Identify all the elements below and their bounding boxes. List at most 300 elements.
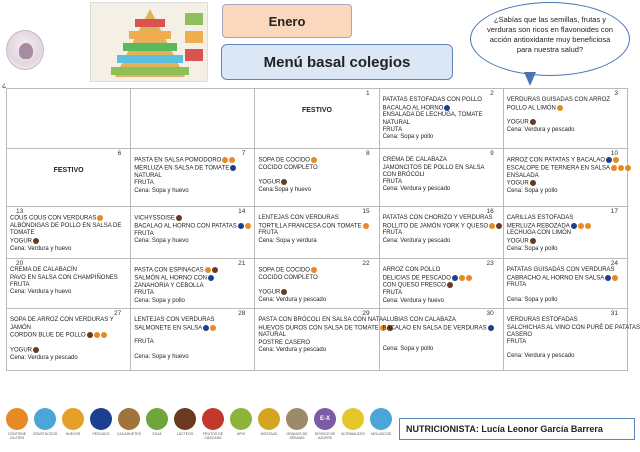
dish-text: SALCHICHAS AL VINO CON PURÉ DE PATATAS	[506, 324, 640, 331]
allergen-badge-icon	[606, 157, 612, 163]
dish-text: CON QUESO FRESCO	[382, 283, 446, 290]
allergen-badge-icon	[87, 332, 93, 338]
dinner-suggestion	[383, 134, 500, 141]
menu-dish	[134, 173, 251, 180]
dish-text: YOGUR	[10, 238, 33, 245]
dish-text: SALMÓN AL HORNO CON	[134, 275, 207, 282]
menu-dish	[10, 340, 127, 347]
allergen-badge-icon	[578, 223, 584, 229]
dish-text: ZANAHORIA Y CEBOLLA	[134, 283, 204, 290]
dish-text: CABRACHO AL HORNO EN SALSA	[506, 275, 605, 282]
menu-dish	[134, 347, 251, 354]
dish-text: ARROZ CON POLLO	[382, 267, 441, 274]
menu-dish	[10, 347, 127, 355]
allergen-label: MOSTAZA	[260, 432, 278, 436]
allergen-label: ALTRAMUCES	[341, 432, 365, 436]
menu-dish	[134, 231, 251, 238]
menu-dish	[383, 332, 500, 339]
allergen-badge-icon	[618, 165, 624, 171]
menu-dish	[134, 223, 251, 231]
day-number: 31	[610, 310, 618, 317]
dish-text: ESCALOPE DE TERNERA EN SALSA	[506, 165, 611, 172]
menu-dish	[134, 290, 251, 297]
day-number: 29	[362, 310, 370, 317]
dish-text: YOGUR	[506, 238, 529, 245]
calendar-day-cell	[503, 149, 627, 207]
holiday-label: FESTIVO	[301, 107, 332, 115]
allergen-badge-icon	[530, 119, 536, 125]
dinner-suggestion	[10, 355, 127, 362]
allergen-badge-icon	[94, 332, 100, 338]
menu-dish	[10, 230, 127, 237]
dish-text: FRUTA	[10, 281, 30, 288]
fish-icon	[90, 408, 112, 430]
menu-dish	[383, 179, 500, 186]
allergen-badge-icon	[229, 157, 235, 163]
dish-text: BACALAO AL HORNO CON PATATAS	[134, 223, 237, 230]
dish-text: PASTA CON BRÓCOLI EN SALSA CON NATA	[258, 317, 383, 324]
day-number: 27	[113, 310, 122, 317]
menu-dish	[383, 97, 500, 104]
allergen-badge-icon	[489, 223, 495, 229]
calendar-day-cell	[503, 259, 627, 309]
day-number: 10	[610, 150, 618, 157]
dish-text: SOPA DE COCIDO	[258, 157, 310, 164]
day-number: 30	[486, 310, 494, 317]
dinner-suggestion	[507, 353, 624, 360]
allergen-badge-icon	[625, 165, 631, 171]
calendar-day-cell	[379, 259, 503, 309]
allergen-legend	[4, 408, 396, 450]
allergen-item	[144, 408, 170, 436]
dinner-suggestion	[383, 298, 500, 305]
dish-text: FRUTA	[134, 180, 154, 187]
dish-text: Cena: Verdura y pescado	[382, 237, 451, 244]
allergen-badge-icon	[496, 223, 502, 229]
allergen-label: MOLUSCOS	[370, 432, 392, 436]
menu-dish	[258, 275, 375, 282]
dinner-suggestion	[507, 297, 624, 304]
dish-text: FRUTA	[258, 230, 278, 237]
dish-text: FRUTA	[134, 290, 154, 297]
dish-text: POSTRE CASERO	[258, 339, 311, 346]
dinner-suggestion	[258, 238, 375, 245]
allergen-badge-icon	[585, 223, 591, 229]
menu-dish	[134, 317, 251, 324]
dish-text: Cena: Verdura y pescado	[258, 347, 327, 354]
dish-text: ALUBIAS CON CALABAZA	[382, 317, 456, 324]
day-number: 1	[365, 90, 370, 97]
dish-text: Cena: Verdura y pescado	[10, 354, 78, 361]
menu-dish	[258, 223, 375, 231]
menu-dish	[258, 165, 375, 172]
menu-dish	[258, 317, 383, 324]
allergen-item	[340, 408, 366, 436]
menu-dish	[383, 317, 500, 324]
dish-text: PATATAS CON CHORIZO Y VERDURAS	[382, 215, 493, 222]
allergen-item	[284, 408, 310, 440]
allergen-item	[116, 408, 142, 436]
menu-dish	[10, 215, 127, 223]
dish-text: DELICIAS DE PESCADO	[382, 275, 451, 282]
calendar-day-cell	[255, 207, 379, 259]
calendar-week-row	[7, 89, 628, 149]
day-number: 7	[241, 150, 246, 157]
allergen-item	[228, 408, 254, 436]
menu-dish	[507, 180, 624, 188]
allergen-label: LÁCTEOS	[176, 432, 194, 436]
dish-text: CASERO	[506, 331, 533, 338]
menu-dish	[134, 275, 251, 283]
menu-dish	[507, 112, 624, 119]
dish-text: MERLUZA EN SALSA DE TOMATE	[134, 165, 230, 172]
day-number: 17	[610, 208, 618, 215]
allergen-label: HUEVOS	[65, 432, 81, 436]
menu-dish	[258, 282, 375, 289]
menu-dish	[383, 223, 500, 231]
menu-dish	[258, 172, 375, 179]
menu-dish	[258, 157, 375, 165]
dish-text: BACALAO EN SALSA DE VERDURAS	[382, 325, 487, 332]
dish-text: NATURAL	[134, 173, 162, 180]
dish-text: PASTA CON ESPINACAS	[134, 267, 204, 274]
allergen-badge-icon	[210, 325, 216, 331]
dish-text: Cena: Sopa y huevo	[134, 238, 189, 245]
calendar-day-cell	[7, 259, 131, 309]
menu-dish	[506, 324, 640, 332]
calendar-day-cell	[379, 207, 503, 259]
holiday-label: FESTIVO	[53, 167, 84, 175]
dinner-suggestion	[383, 186, 500, 193]
dish-text: VERDURAS GUISADAS CON ARROZ	[506, 97, 611, 104]
dinner-suggestion	[383, 238, 500, 245]
mustard-icon	[258, 408, 280, 430]
allergen-label: FRUTOS DE CÁSCARA	[202, 432, 224, 440]
dish-text: YOGUR	[258, 290, 281, 297]
day-number: 28	[238, 310, 246, 317]
dish-text: Cena: Verdura y pescado	[506, 353, 575, 360]
dish-text: YOGUR	[506, 120, 529, 127]
menu-dish	[507, 119, 624, 127]
menu-dish	[258, 267, 375, 275]
allergen-badge-icon	[444, 105, 450, 111]
menu-dish	[383, 112, 500, 119]
month-label: Enero	[222, 4, 352, 38]
calendar-day-cell	[131, 309, 255, 371]
menu-dish	[383, 267, 500, 274]
calendar-day-cell	[7, 207, 131, 259]
dinner-suggestion	[134, 188, 251, 195]
dish-text: NATURAL	[258, 332, 286, 339]
calendar-day-cell	[503, 309, 640, 371]
dish-text: CON BRÓCOLI	[382, 171, 425, 178]
calendar-day-cell	[131, 89, 255, 149]
dish-text: HUEVOS DUROS CON SALSA DE TOMATE	[258, 325, 379, 332]
menu-dish	[134, 325, 251, 333]
dish-text: PATATAS ESTOFADAS CON POLLO	[382, 97, 482, 104]
dish-text: ALBÓNDIGAS DE POLLO EN SALSA DE	[10, 223, 122, 230]
bubble-tail	[524, 72, 536, 86]
allergen-badge-icon	[571, 223, 577, 229]
menu-dish	[383, 275, 500, 283]
allergen-badge-icon	[222, 157, 228, 163]
dish-text: Cena: Verdura y pescado	[382, 186, 451, 193]
dish-text: FRUTA	[134, 339, 154, 346]
calendar-day-cell	[131, 149, 255, 207]
dish-text: ENSALADA	[506, 173, 539, 180]
allergen-item	[256, 408, 282, 436]
menu-dish	[10, 282, 127, 289]
dish-text: TOMATE	[10, 230, 35, 237]
allergen-badge-icon	[281, 179, 287, 185]
allergen-label: SOJA	[152, 432, 162, 436]
menu-dish	[507, 230, 624, 237]
calendar-day-cell	[379, 309, 503, 371]
dish-text: NATURAL	[382, 119, 411, 126]
allergen-badge-icon	[311, 157, 317, 163]
dish-text: FRUTA	[134, 231, 154, 238]
dinner-suggestion	[507, 188, 624, 195]
calendar-week-row	[7, 207, 628, 259]
lupin-icon	[342, 408, 364, 430]
dish-text: JAMÓN	[10, 324, 31, 331]
menu-dish	[383, 105, 500, 113]
dish-text: COUS COUS CON VERDURAS	[10, 215, 97, 222]
menu-dish	[507, 339, 624, 346]
day-number: 21	[238, 260, 246, 267]
sesame-icon	[286, 408, 308, 430]
dish-text: Cena:Sopa y huevo	[258, 187, 312, 194]
menu-dish	[258, 332, 375, 339]
allergen-item	[312, 408, 338, 440]
allergen-badge-icon	[281, 289, 287, 295]
day-number: 6	[117, 150, 122, 157]
menu-dish	[258, 230, 375, 237]
dish-text: YOGUR	[10, 347, 33, 354]
dish-text: LENTEJAS CON VERDURAS	[134, 317, 215, 324]
dish-text: POLLO AL LIMÓN	[506, 105, 556, 112]
dinner-suggestion	[10, 289, 127, 296]
menu-dish	[507, 317, 624, 324]
nutritionist-label: NUTRICIONISTA: Lucía Leonor García Barrera	[399, 418, 635, 440]
menu-dish	[383, 157, 500, 164]
dinner-suggestion	[507, 127, 624, 134]
dinner-suggestion	[10, 246, 127, 253]
day-number: 2	[490, 90, 494, 97]
menu-dish	[10, 275, 127, 282]
dish-text: FRUTA	[382, 230, 403, 237]
menu-dish	[258, 289, 375, 297]
calendar-day-cell	[379, 89, 503, 149]
dish-text: BACALAO AL HORNO	[382, 105, 444, 112]
menu-dish	[507, 282, 624, 289]
crab-icon	[34, 408, 56, 430]
calendar-day-cell	[255, 89, 379, 149]
allergen-badge-icon	[311, 267, 317, 273]
dish-text: Cena: Sopa y pollo	[134, 297, 185, 304]
dish-text: Cena: Verdura y huevo	[10, 245, 72, 252]
allergen-badge-icon	[612, 275, 618, 281]
dinner-suggestion	[134, 354, 251, 361]
menu-dish	[383, 165, 500, 172]
dish-text: PASTA EN SALSA POMODORO	[134, 157, 222, 164]
menu-dish	[507, 346, 624, 353]
allergen-badge-icon	[101, 332, 107, 338]
menu-dish	[134, 165, 251, 173]
allergen-item	[4, 408, 30, 440]
dinner-suggestion	[507, 246, 624, 253]
dish-text: Cena: Sopa y pollo	[506, 188, 558, 195]
menu-dish	[383, 339, 500, 346]
menu-dish	[507, 215, 624, 222]
allergen-badge-icon	[452, 275, 458, 281]
menu-dish	[383, 127, 500, 134]
egg-icon	[62, 408, 84, 430]
dinner-suggestion	[134, 298, 251, 305]
dish-text: COCIDO COMPLETO	[258, 165, 318, 172]
menu-calendar	[6, 88, 640, 371]
dish-text: TORTILLA FRANCESA CON TOMATE	[258, 223, 362, 230]
wheat-icon	[6, 408, 28, 430]
calendar-day-cell	[255, 259, 379, 309]
dish-text: Cena: Sopa y pollo	[506, 296, 558, 303]
allergen-badge-icon	[203, 325, 209, 331]
calendar-day-cell	[131, 259, 255, 309]
dish-text: FRUTA	[382, 179, 403, 186]
dish-text: CARILLAS ESTOFADAS	[506, 215, 574, 222]
menu-dish	[10, 238, 127, 246]
dish-text: SALMONETE EN SALSA	[134, 325, 203, 332]
menu-dish	[507, 157, 624, 165]
school-logo	[6, 30, 44, 70]
calendar-day-cell	[7, 309, 131, 371]
dish-text: COCIDO COMPLETO	[258, 275, 318, 282]
menu-dish	[10, 223, 127, 230]
dinner-suggestion	[134, 238, 251, 245]
food-pyramid-image	[90, 2, 208, 82]
allergen-badge-icon	[530, 238, 536, 244]
calendar-day-cell	[255, 149, 379, 207]
dish-text: CREMA DE CALABAZA	[382, 157, 447, 164]
day-number: 23	[486, 260, 494, 267]
allergen-item	[172, 408, 198, 436]
stray-mark: ¿	[2, 82, 7, 89]
dish-text: VICHYSSOISE	[134, 215, 175, 222]
menu-dish	[10, 317, 127, 324]
menu-dish	[507, 275, 624, 283]
menu-dish	[258, 340, 375, 347]
dish-text: YOGUR	[258, 180, 281, 187]
dish-text: ENSALADA DE LECHUGA, TOMATE	[382, 112, 483, 119]
dish-text: LECHUGA CON LIMÓN	[506, 230, 572, 237]
calendar-day-cell	[379, 149, 503, 207]
allergen-badge-icon	[363, 223, 369, 229]
allergen-badge-icon	[33, 238, 39, 244]
dish-text: LENTEJAS CON VERDURAS	[258, 215, 339, 222]
allergen-badge-icon	[212, 267, 218, 273]
day-number: 20	[16, 260, 24, 267]
dish-text: Cena: Verdura y huevo	[382, 297, 444, 304]
allergen-badge-icon	[447, 282, 453, 288]
day-number: 16	[486, 208, 494, 215]
day-number: 13	[16, 208, 24, 215]
allergen-badge-icon	[466, 275, 472, 281]
dish-text: JAMONCITOS DE POLLO EN SALSA	[382, 164, 485, 171]
dish-text: FRUTA	[506, 282, 527, 289]
allergen-badge-icon	[245, 223, 251, 229]
dish-text: MERLUZA REBOZADA	[506, 223, 570, 230]
calendar-day-cell	[503, 207, 627, 259]
menu-dish	[258, 215, 375, 222]
dinner-suggestion	[258, 187, 375, 194]
milk-icon	[174, 408, 196, 430]
menu-dish	[383, 215, 500, 222]
allergen-label: APIO	[236, 432, 246, 436]
menu-dish	[507, 267, 624, 274]
menu-dish	[258, 179, 375, 187]
menu-dish	[383, 282, 500, 290]
dish-text: Cena: Sopa y verdura	[258, 237, 317, 244]
dish-text: SOPA DE COCIDO	[258, 267, 310, 274]
menu-dish	[507, 105, 624, 113]
dish-text: FRUTA	[382, 290, 403, 297]
dinner-suggestion	[383, 346, 500, 353]
dish-text: PATATAS GUISADAS CON VERDURAS	[506, 267, 615, 274]
dish-text: Cena: Verdura y pescado	[258, 297, 327, 304]
day-number: 14	[238, 208, 246, 215]
dinner-suggestion	[258, 347, 375, 354]
allergen-badge-icon	[488, 325, 494, 331]
allergen-badge-icon	[33, 347, 39, 353]
soy-icon	[146, 408, 168, 430]
menu-dish	[134, 215, 251, 223]
calendar-week-row	[7, 149, 628, 207]
dish-text: Cena: Sopa y pollo	[382, 134, 434, 141]
menu-dish	[383, 172, 500, 179]
nut-icon	[202, 408, 224, 430]
menu-dish	[134, 283, 251, 290]
menu-dish	[507, 165, 624, 173]
calendar-day-cell	[131, 207, 255, 259]
calendar-day-cell	[255, 309, 383, 371]
dish-text: ROLLITO DE JAMÓN YORK Y QUESO	[382, 223, 489, 230]
allergen-badge-icon	[238, 223, 244, 229]
menu-dish	[258, 325, 379, 333]
allergen-label: DIÓXIDO DE AZUFRE	[314, 432, 336, 440]
menu-dish	[383, 120, 500, 127]
day-number: 22	[362, 260, 370, 267]
menu-dish	[134, 180, 251, 187]
menu-dish	[10, 325, 127, 332]
allergen-badge-icon	[230, 165, 236, 171]
menu-dish	[383, 230, 500, 237]
allergen-badge-icon	[459, 275, 465, 281]
allergen-badge-icon	[97, 215, 103, 221]
allergen-label: CRUSTÁCEOS	[32, 432, 58, 436]
dish-text: YOGUR	[506, 180, 529, 187]
dish-text: CREMA DE CALABACÍN	[10, 267, 78, 274]
menu-dish	[134, 267, 251, 275]
dish-text: CORDON BLUE DE POLLO	[10, 332, 86, 339]
menu-dish	[134, 339, 251, 346]
allergen-badge-icon	[605, 275, 611, 281]
menu-dish	[383, 290, 500, 297]
dish-text: Cena: Verdura y pescado	[506, 127, 575, 134]
dish-text: SOPA DE ARROZ CON VERDURAS Y	[10, 317, 114, 324]
menu-dish	[507, 332, 624, 339]
day-number: 24	[610, 260, 618, 267]
allergen-badge-icon	[176, 215, 182, 221]
